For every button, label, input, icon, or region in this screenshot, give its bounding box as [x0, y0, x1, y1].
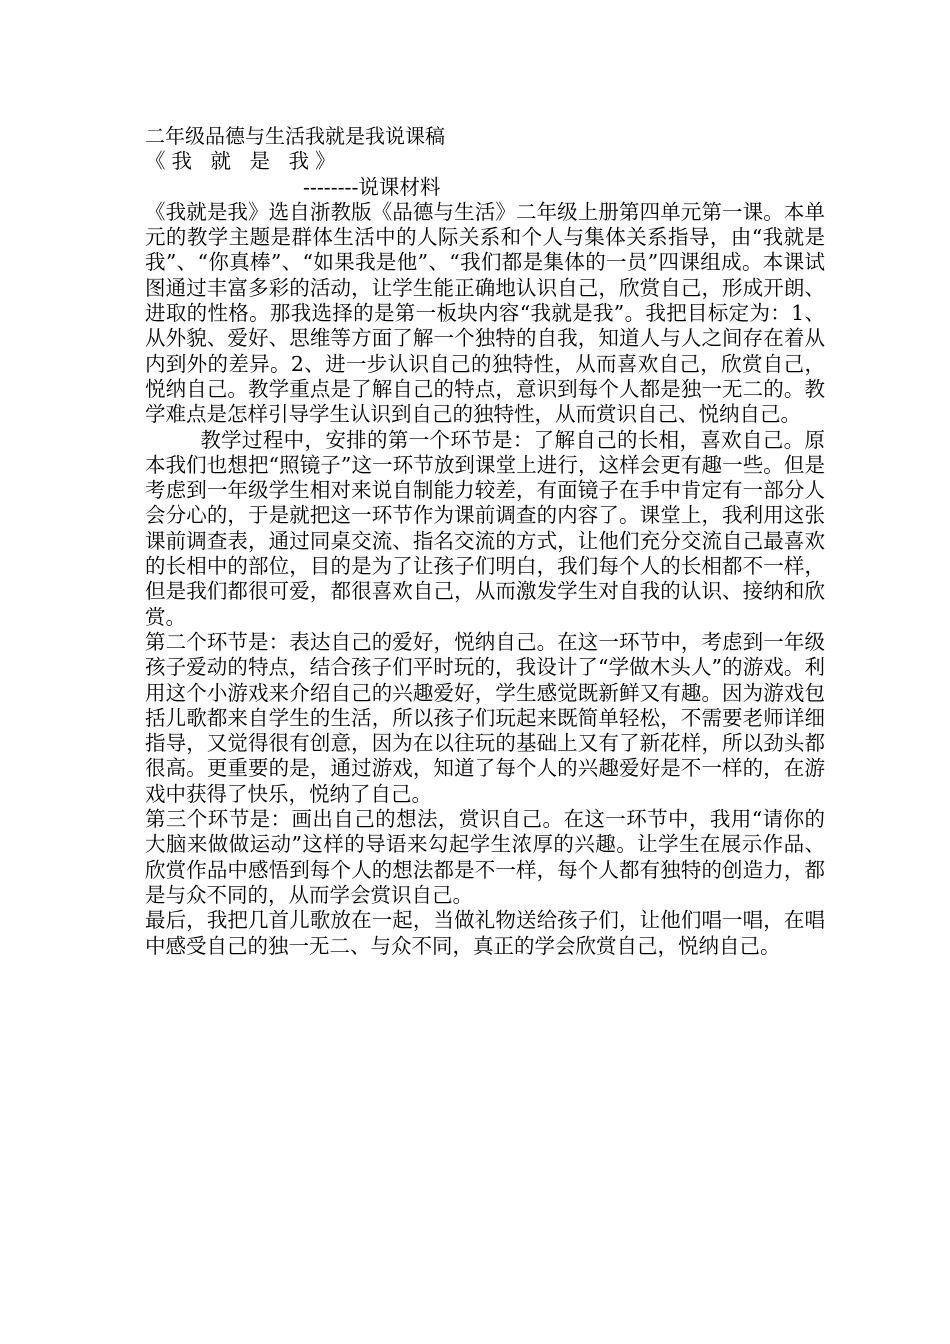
paragraph-step-three: 第三个环节是：画出自己的想法，赏识自己。在这一环节中，我用“请你的大脑来做做运动”这样的导语来勾起学生浓厚的兴趣。让学生在展示作品、欣赏作品中感悟到每个人的想法都是不一样，每个人都有独特的创造力，都是与众不同的，从而学会赏识自己。	[145, 807, 825, 907]
paragraph-step-two: 第二个环节是：表达自己的爱好，悦纳自己。在这一环节中，考虑到一年级孩子爱动的特点，结合孩子们平时玩的，我设计了“学做木头人”的游戏。利用这个小游戏来介绍自己的兴趣爱好，学生感觉既新鲜又有趣。因为游戏包括儿歌都来自学生的生活，所以孩子们玩起来既简单轻松，不需要老师详细指导，又觉得很有创意，因为在以往玩的基础上又有了新花样，所以劲头都很高。更重要的是，通过游戏，知道了每个人的兴趣爱好是不一样的，在游戏中获得了快乐，悦纳了自己。	[145, 629, 825, 806]
document-title: 二年级品德与生活我就是我说课稿	[145, 124, 445, 148]
paragraph-conclusion: 最后，我把几首儿歌放在一起，当做礼物送给孩子们，让他们唱一唱，在唱中感受自己的独一无二、与众不同，真正的学会欣赏自己，悦纳自己。	[145, 908, 825, 958]
document-page	[145, 124, 825, 959]
paragraph-step-one: 教学过程中，安排的第一个环节是：了解自己的长相，喜欢自己。原本我们也想把“照镜子”这一环节放到课堂上进行，这样会更有趣一些。但是考虑到一年级学生相对来说自制能力较差，有面镜子在手中肯定有一部分人会分心的，于是就把这一环节作为课前调查的内容了。课堂上，我利用这张课前调查表，通过同桌交流、指名交流的方式，让他们充分交流自己最喜欢的长相中的部位，目的是为了让孩子们明白，我们每个人的长相都不一样，但是我们都很可爱，都很喜欢自己，从而激发学生对自我的认识、接纳和欣赏。	[145, 427, 825, 629]
document-subtitle: 《我 就 是 我》	[145, 149, 342, 174]
paragraph-intro: 《我就是我》选自浙教版《品德与生活》二年级上册第四单元第一课。本单元的教学主题是群体生活中的人际关系和个人与集体关系指导，由“我就是我”、“你真棒”、“如果我是他”、“我们都是集体的一员”四课组成。本课试图通过丰富多彩的活动，让学生能正确地认识自己，欣赏自己，形成开朗、进取的性格。那我选择的是第一板块内容“我就是我”。我把目标定为：1、从外貌、爱好、思维等方面了解一个独特的自我，知道人与人之间存在着从内到外的差异。2、进一步认识自己的独特性，从而喜欢自己，欣赏自己，悦纳自己。教学重点是了解自己的特点，意识到每个人都是独一无二的。教学难点是怎样引导学生认识到自己的独特性，从而赏识自己、悦纳自己。	[145, 199, 825, 427]
section-heading: --------说课材料	[303, 174, 441, 199]
